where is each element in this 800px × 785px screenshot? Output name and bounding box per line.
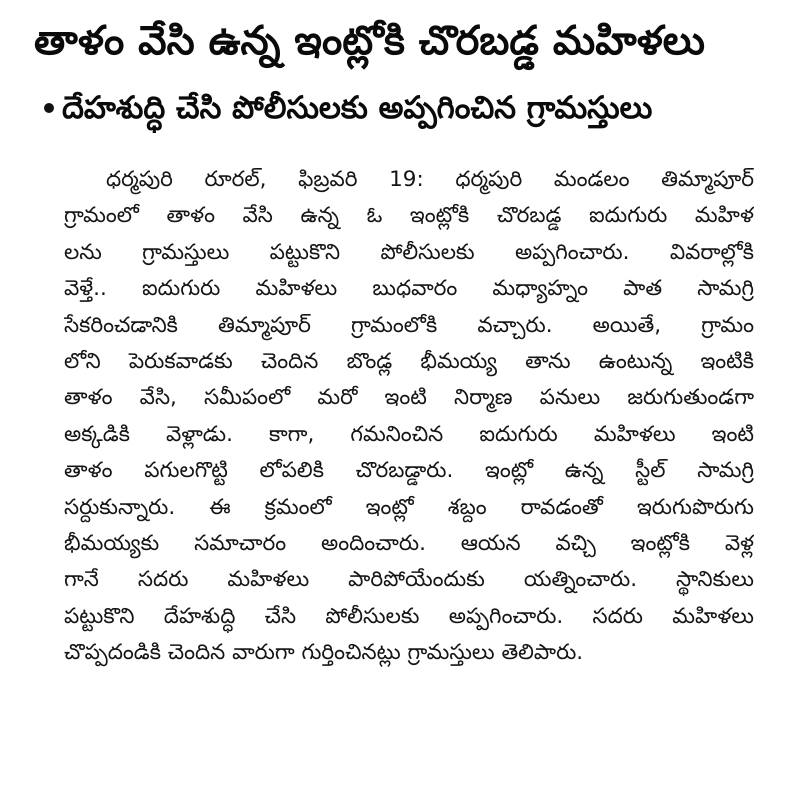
article-headline: తాళం వేసి ఉన్న ఇంట్లోకి చొరబడ్డ మహిళలు bbox=[34, 18, 705, 64]
body-line: గానే సదరు మహిళలు పారిపోయేందుకు యత్నించారు. స్థానికులు bbox=[64, 567, 754, 593]
body-line: వెళ్తే.. ఐదుగురు మహిళలు బుధవారం మధ్యాహ్నం పాత సామగ్రి bbox=[64, 276, 754, 302]
body-line: ధర్మపురి రూరల్, ఫిబ్రవరి 19: ధర్మపురి మండలం తిమ్మాపూర్ bbox=[106, 167, 754, 192]
body-line: గ్రామంలో తాళం వేసి ఉన్న ఓ ఇంట్లోకి చొరబడ్డ ఐదుగురు మహిళ bbox=[64, 203, 754, 229]
article-subheadline bbox=[44, 84, 764, 132]
body-line: తాళం పగులగొట్టి లోపలికి చొరబడ్డారు. ఇంట్లో ఉన్న స్టీల్ సామగ్రి bbox=[64, 458, 754, 484]
body-line: పట్టుకొని దేహశుద్ధి చేసి పోలీసులకు అప్పగించారు. సదరు మహిళలు bbox=[64, 603, 754, 629]
body-line: చొప్పదండికి చెందిన వారుగా గుర్తించినట్లు గ్రామస్తులు తెలిపారు. bbox=[64, 640, 584, 666]
body-line: సర్దుకున్నారు. ఈ క్రమంలో ఇంట్లో శబ్దం రావడంతో ఇరుగుపొరుగు bbox=[64, 494, 754, 520]
body-line: అక్కడికి వెళ్లాడు. కాగా, గమనించిన ఐదుగురు మహిళలు ఇంటి bbox=[64, 421, 754, 447]
body-line: లోని పెరుకవాడకు చెందిన బొండ్ల భీమయ్య తాను ఉంటున్న ఇంటికి bbox=[64, 348, 754, 374]
body-line: సేకరించడానికి తిమ్మాపూర్ గ్రామంలోకి వచ్చారు. అయితే, గ్రామం bbox=[64, 312, 754, 338]
article-body bbox=[64, 162, 754, 671]
body-line: తాళం వేసి, సమీపంలో మరో ఇంటి నిర్మాణ పనులు జరుగుతుండగా bbox=[64, 385, 754, 411]
bullet-dot-icon bbox=[44, 103, 54, 113]
subheadline-text: దేహశుద్ధి చేసి పోలీసులకు అప్పగించిన గ్రామస్తులు bbox=[62, 90, 653, 126]
body-line: లను గ్రామస్తులు పట్టుకొని పోలీసులకు అప్పగించారు. వివరాల్లోకి bbox=[64, 239, 754, 265]
body-line: భీమయ్యకు సమాచారం అందించారు. ఆయన వచ్చి ఇంట్లోకి వెళ్ల bbox=[64, 530, 754, 556]
